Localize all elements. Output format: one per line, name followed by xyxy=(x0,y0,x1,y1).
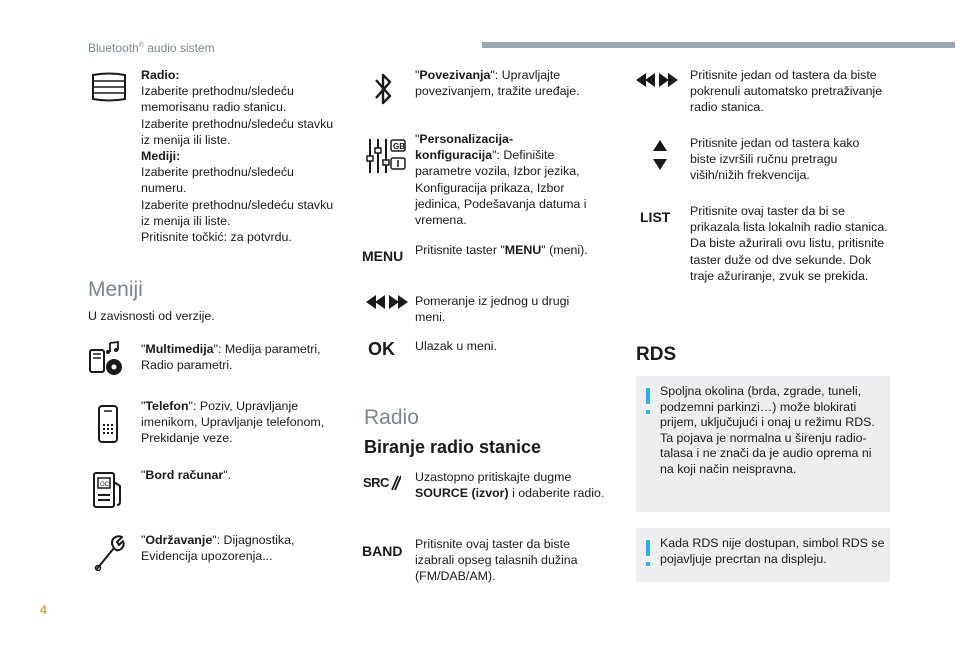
menu-item-povezivanja: "Povezivanja": Upravljajte povezivanjem, tražite uređaje. xyxy=(415,68,580,99)
up-down-arrows-icon xyxy=(652,138,668,172)
list-button-label: LIST xyxy=(640,208,671,225)
info-note-text: Spoljna okolina (brda, zgrade, tuneli, podzemni parkinzi…) može blokirati prijem, uključujući i onaj u režimu RDS. Ta pojava je normalna u širenju radio-talasa i ne znači da je audio oprema ni na koji način neispravna. xyxy=(660,384,875,476)
up-down-description: Pritisnite jedan od tastera kako biste izvršili ručnu pretragu viših/nižih frekvencija. xyxy=(690,136,860,183)
info-icon-dot xyxy=(646,410,650,414)
menu-item-bord-racunar: "Bord računar". xyxy=(141,468,232,482)
settings-sliders-icon xyxy=(365,136,407,176)
info-note-text: Kada RDS nije dostupan, simbol RDS se pojavljuje precrtan na displeju. xyxy=(660,536,885,566)
seek-description: Pritisnite jedan od tastera da biste pokrenuli automatsko pretraživanje radio stanica. xyxy=(690,68,883,115)
info-note-reception xyxy=(636,376,890,512)
src-button-icon xyxy=(363,474,403,492)
section-heading-rds: RDS xyxy=(636,344,677,365)
fuel-computer-icon xyxy=(90,470,126,510)
menu-item-telefon: "Telefon": Poziv, Upravljanje imenikom, Upravljanje telefonom, Prekidanje veze. xyxy=(141,399,325,446)
section-heading-radio: Radio xyxy=(364,406,419,429)
list-button-description: Pritisnite ovaj taster da bi se prikazala lista lokalnih radio stanica. Da biste ažurirali ovu listu, pritisnite taster duže od dve sekunde. Dok traje ažuriranje, zvuk se prekida. xyxy=(690,204,888,283)
band-button-description: Pritisnite ovaj taster da biste izabrali opseg talasnih dužina (FM/DAB/AM). xyxy=(415,537,578,584)
wrench-icon xyxy=(90,534,126,574)
info-note-rds-unavailable xyxy=(636,528,890,582)
info-icon xyxy=(646,388,650,404)
page-number: 4 xyxy=(40,603,47,617)
radio-media-description: Radio: Izaberite prethodnu/sledeću memorisanu radio stanicu. Izaberite prethodnu/sledeću stavku iz menija ili liste. Mediji: Izaberite prethodnu/sledeću numeru. Izaberite prethodnu/sledeću stavku iz menija ili liste. Pritisnite točkić: za potvrdu. xyxy=(141,68,334,245)
ok-button-label: OK xyxy=(368,338,395,359)
scroll-wheel-icon xyxy=(90,72,128,102)
section-heading-biranje: Biranje radio stanice xyxy=(364,437,542,457)
src-button-label: SRC xyxy=(363,474,389,490)
phone-icon xyxy=(96,404,120,444)
menu-item-personalizacija: "Personalizacija-konfiguracija": Definišite parametre vozila, Izbor jezika, Konfiguracija prikaza, Izbor jedinica, Podešavanja datuma i vremena. xyxy=(415,132,587,228)
section-heading-meniji: Meniji xyxy=(88,278,143,301)
src-button-description: Uzastopno pritiskajte dugme SOURCE (izvor) i odaberite radio. xyxy=(415,470,605,501)
info-icon-dot xyxy=(646,562,650,566)
menu-button-description: Pritisnite taster "MENU" (meni). xyxy=(415,243,588,257)
page-header-title: Bluetooth® audio sistem xyxy=(88,41,215,55)
seek-arrows-icon xyxy=(636,72,678,88)
menu-item-odrzavanje: "Održavanje": Dijagnostika, Evidencija upozorenja... xyxy=(141,533,295,564)
svg-text:GB: GB xyxy=(393,142,405,151)
menu-item-multimedija: "Multimedija": Medija parametri, Radio parametri. xyxy=(141,342,321,373)
src-slash-icon xyxy=(389,475,401,491)
info-icon xyxy=(646,540,650,556)
arrows-description: Pomeranje iz jednog u drugi meni. xyxy=(415,294,570,325)
meniji-intro: U zavisnosti od verzije. xyxy=(88,309,215,323)
header-rule xyxy=(482,42,955,48)
bluetooth-icon xyxy=(372,70,396,108)
ok-button-description: Ulazak u meni. xyxy=(415,339,497,353)
left-right-arrows-icon xyxy=(366,294,408,310)
band-button-label: BAND xyxy=(362,542,403,559)
svg-text:OC: OC xyxy=(100,482,109,488)
multimedia-icon xyxy=(88,340,130,376)
menu-button-label: MENU xyxy=(362,247,404,264)
